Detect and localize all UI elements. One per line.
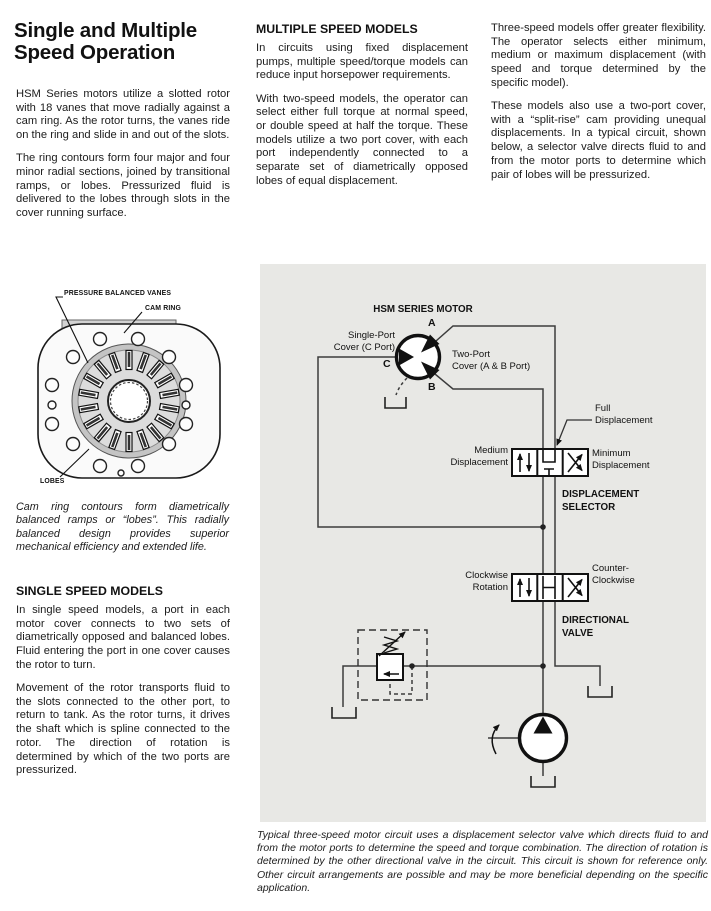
two-port-cover-label: Two-Port Cover (A & B Port) (452, 349, 531, 372)
intro-section (16, 88, 230, 230)
case-drain-tank-icon (385, 397, 406, 408)
circuit-caption: Typical three-speed motor circuit uses a displacement selector valve which directs fluid to and from the motor ports to determine the speed and torque combination. The direction of rotation is determined by the other directional valve in the circuit. This circuit is shown for reference only. Other circuit arrangements are possible and may be more beneficial depending on the specific application. (257, 829, 708, 894)
multiple-speed-heading: MULTIPLE SPEED MODELS (256, 22, 418, 36)
single-speed-section (16, 584, 230, 787)
page-title: Single and Multiple Speed Operation (14, 19, 197, 64)
cam-ring-diagram (14, 286, 242, 500)
multiple-speed-section (256, 22, 468, 198)
three-speed-section (491, 22, 706, 192)
clockwise-rotation-label: Clockwise Rotation (465, 570, 508, 593)
directional-valve-label: DIRECTIONAL VALVE (562, 615, 629, 639)
relief-tank-icon (332, 707, 356, 718)
case-drain-line (396, 378, 407, 395)
multiple-speed-paragraph-2: With two-speed models, the operator can select either full torque at normal speed, or double speed at half the torque. These models utilize a two port cover, with each port independently connected to a separate set of diametrically opposed lobes of equal displacement. (256, 92, 468, 187)
single-port-cover-label: Single-Port Cover (C Port) (333, 330, 395, 353)
full-displacement-leader (557, 420, 592, 445)
intro-paragraph-1: HSM Series motors utilize a slotted rotor with 18 vanes that move radially against a cam ring. As the rotor turns, the vanes ride on the ring and slide in and out of the slots. (16, 88, 230, 142)
label-cam-ring: CAM RING (145, 305, 182, 312)
port-b-label: B (428, 381, 436, 393)
spline-bore (108, 380, 150, 422)
return-tank-icon (588, 686, 612, 697)
suction-tank-icon (531, 776, 555, 787)
displacement-selector-label: DISPLACEMENT SELECTOR (562, 489, 640, 513)
single-speed-heading: SINGLE SPEED MODELS (16, 584, 163, 598)
single-speed-paragraph-2: Movement of the rotor transports fluid to the slots connected to the other port, to return to tank. As the rotor turns, it drives the shaft which is spline connected to the rotor. The direction of rotation is determined by which of the two ports are pressurized. (16, 682, 230, 777)
adjustment-arrow-icon (379, 632, 405, 656)
directional-valve-icon (512, 574, 588, 601)
port-b-line (435, 374, 543, 449)
relief-valve-icon (358, 630, 427, 700)
minimum-displacement-label: Minimum Displacement (592, 448, 650, 471)
label-lobes: LOBES (40, 478, 65, 485)
three-speed-paragraph-1: Three-speed models offer greater flexibility. The operator selects either minimum, medium or maximum displacement (with speed and torque determined by the specific model). (491, 22, 706, 89)
motor-title: HSM SERIES MOTOR (373, 304, 473, 315)
port-c-label: C (383, 358, 391, 370)
port-a-label: A (428, 317, 436, 329)
label-pressure-balanced-vanes: PRESSURE BALANCED VANES (64, 290, 172, 297)
motor-symbol-icon (397, 335, 440, 380)
figure-caption: Cam ring contours form diametrically balanced ramps or “lobes”. This radially balanced design provides superior mechanical efficiency and extended life. (16, 501, 229, 553)
rotation-arrow-icon (492, 725, 499, 754)
port-a-line (436, 326, 555, 449)
three-speed-paragraph-2: These models also use a two-port cover, with a “split-rise” cam providing unequal displacements. In a typical circuit, shown below, a selector valve directs fluid to and from the motor ports to determine which pair of lobes will be pressurized. (491, 100, 706, 181)
multiple-speed-paragraph-1: In circuits using fixed displacement pumps, multiple speed/torque models can reduce input horsepower requirements. (256, 42, 468, 82)
circuit-lines (318, 326, 600, 776)
full-displacement-label: Full Displacement (595, 403, 653, 426)
counter-clockwise-rotation-label: Counter- Clockwise (592, 563, 635, 586)
cam-ring-figure (14, 286, 242, 500)
single-speed-paragraph-1: In single speed models, a port in each motor cover connects to two sets of diametrically opposed and balanced lobes. Fluid entering the port in one cover causes the rotor to turn. (16, 604, 230, 671)
circuit-panel (260, 264, 706, 822)
medium-displacement-label: Medium Displacement (450, 445, 508, 468)
displacement-selector-valve-icon (512, 449, 588, 476)
intro-paragraph-2: The ring contours form four major and four minor radial sections, joined by transitional ramps, or lobes. Pressurized fluid is delivered to the lobes through slots in the cover running surface. (16, 152, 230, 220)
